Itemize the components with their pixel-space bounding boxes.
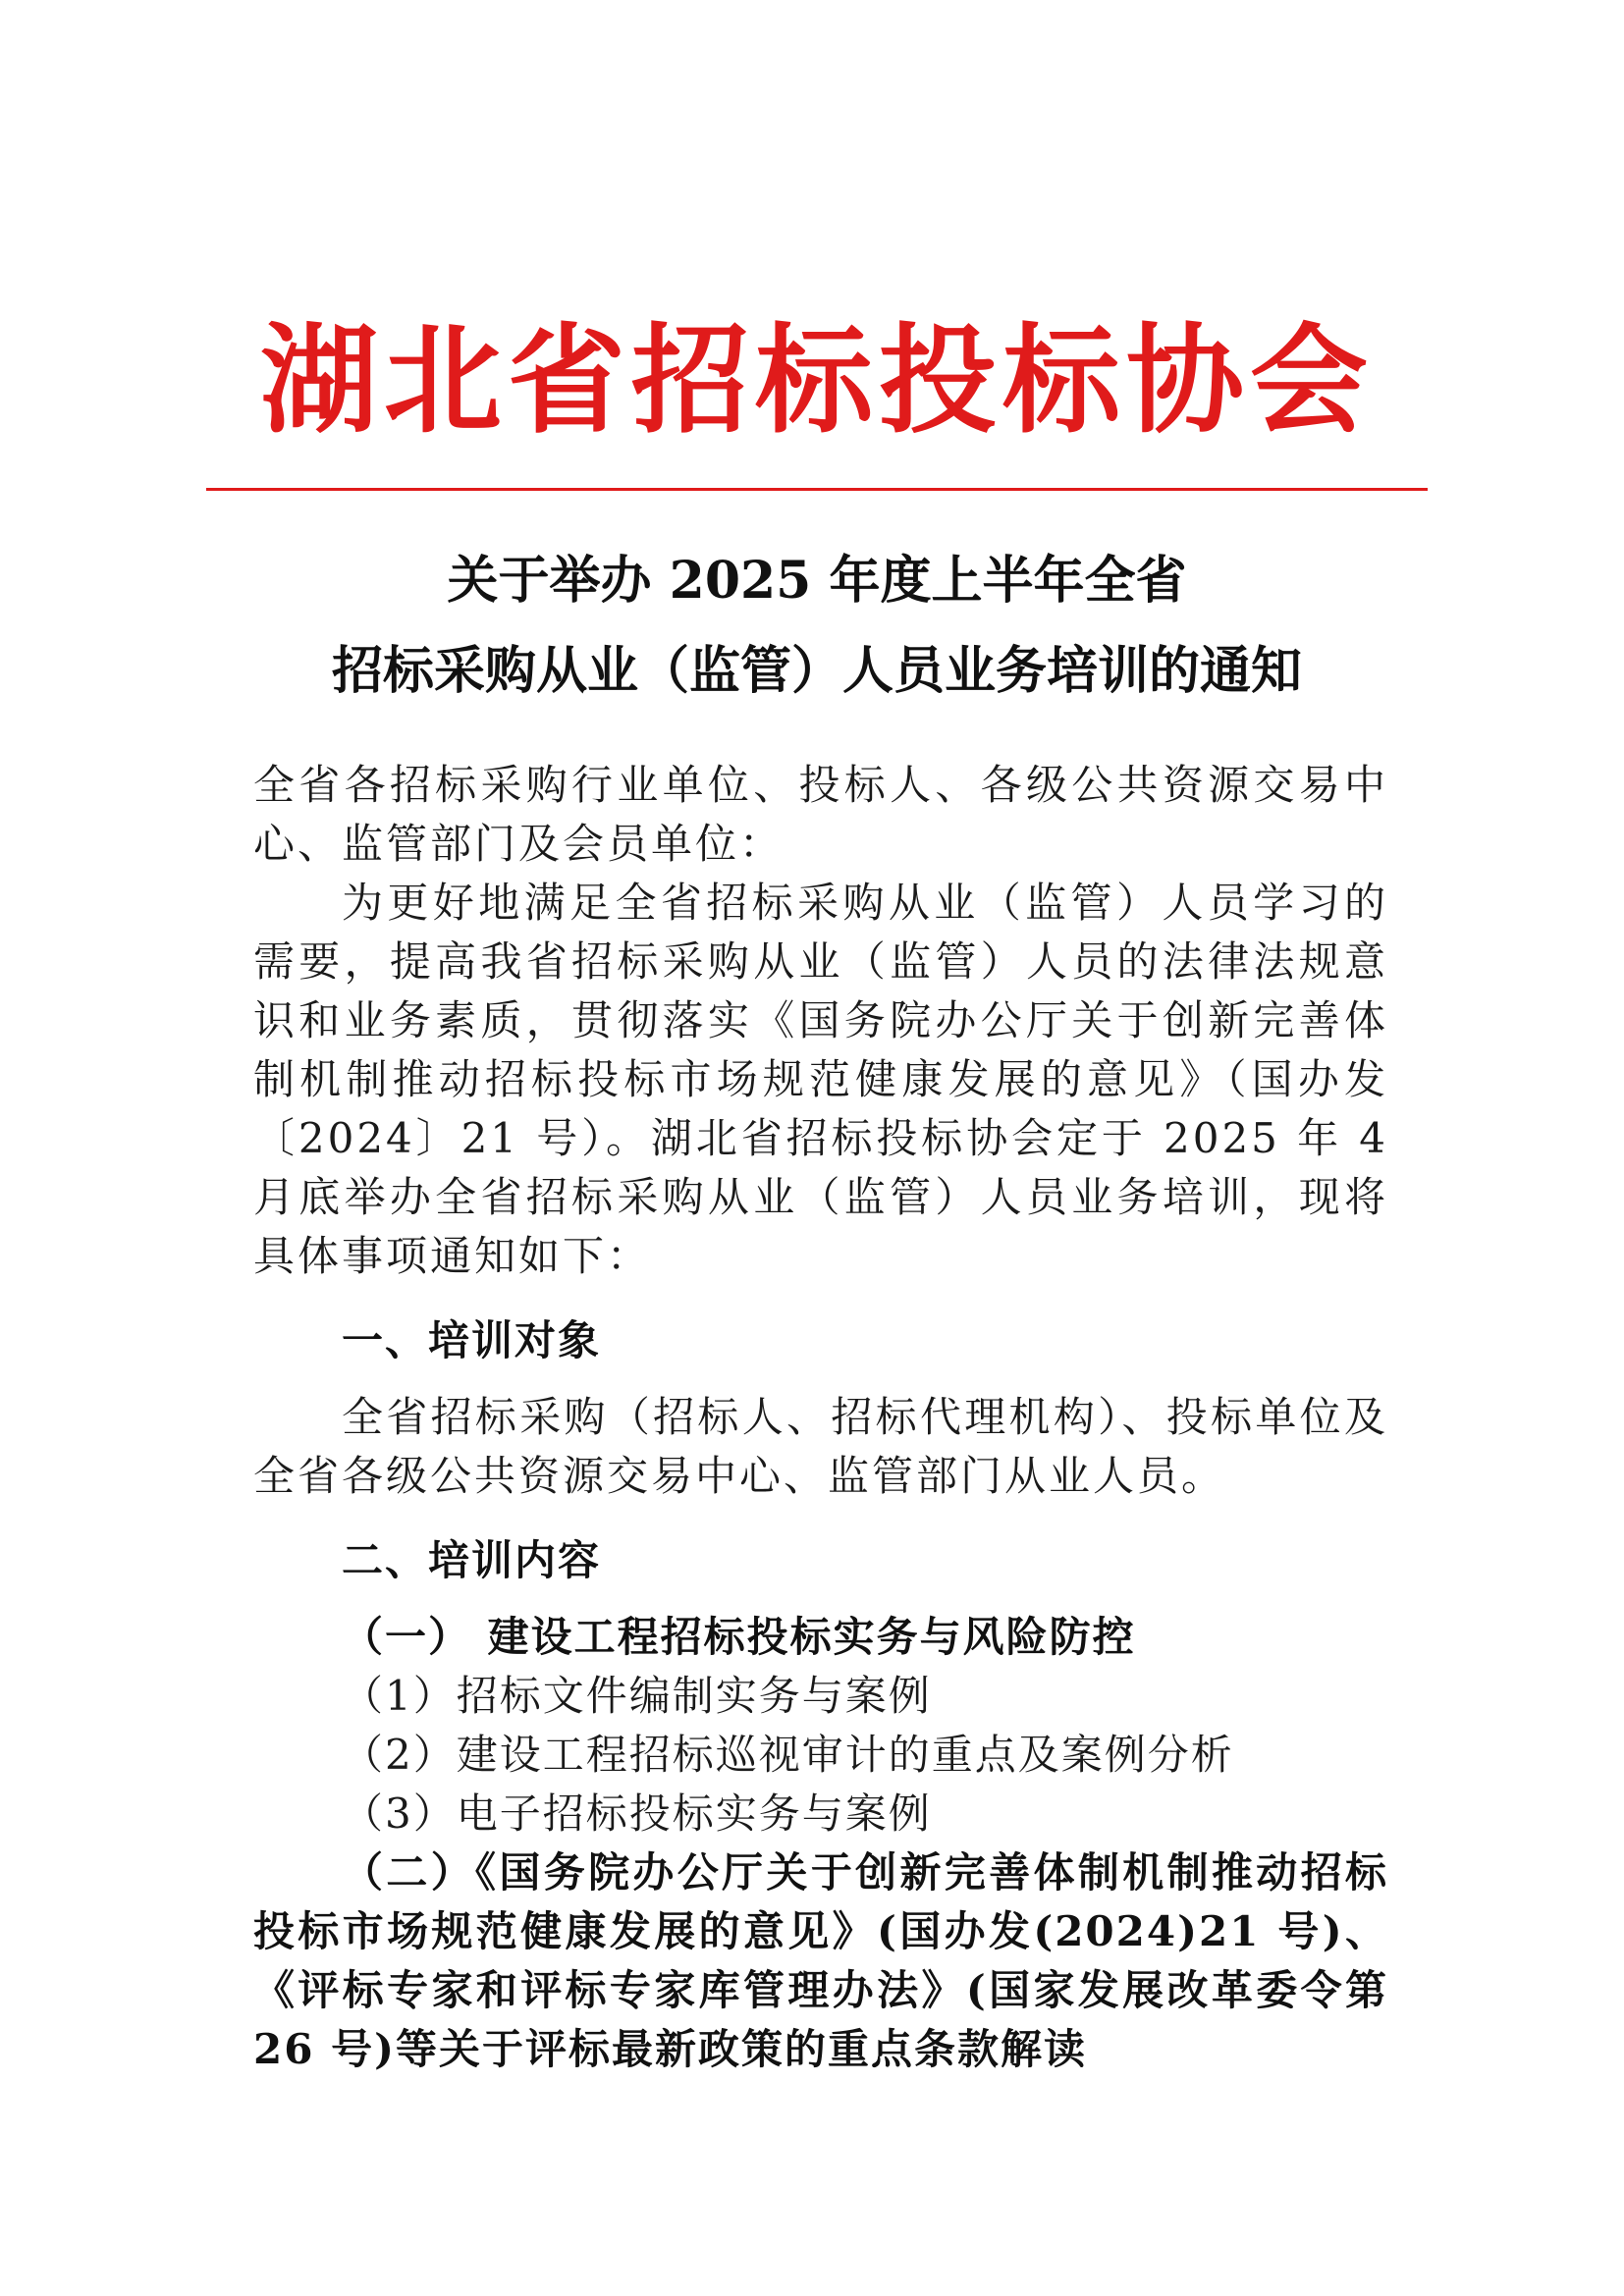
subsection-heading-policy-interpretation: （二）《国务院办公厅关于创新完善体制机制推动招标投标市场规范健康发展的意见》(国办发(2024)21 号)、《评标专家和评标专家库管理办法》(国家发展改革委令第 26 号)等关于评标最新政策的重点条款解读 — [253, 1848, 1388, 2073]
notice-title-line-1: 关于举办 2025 年度上半年全省 — [447, 551, 1187, 611]
masthead-divider — [206, 488, 1428, 491]
notice-title-line-2: 招标采购从业（监管）人员业务培训的通知 — [331, 641, 1302, 701]
intro-paragraph: 为更好地满足全省招标采购从业（监管）人员学习的需要，提高我省招标采购从业（监管）人员的法律法规意识和业务素质，贯彻落实《国务院办公厅关于创新完善体制机制推动招标投标市场规范健康发展的意见》（国办发〔2024〕21 号）。湖北省招标投标协会定于 2025 年 4 月底举办全省招标采购从业（监管）人员业务培训，现将具体事项通知如下： — [253, 879, 1388, 1280]
salutation: 全省各招标采购行业单位、投标人、各级公共资源交易中心、监管部门及会员单位： — [253, 761, 1388, 868]
list-item: （1）招标文件编制实务与案例 — [342, 1672, 932, 1720]
list-item: （2）建设工程招标巡视审计的重点及案例分析 — [342, 1731, 1234, 1779]
section-heading-training-targets: 一、培训对象 — [342, 1316, 602, 1364]
section-body-training-targets: 全省招标采购（招标人、招标代理机构）、投标单位及全省各级公共资源交易中心、监管部门从业人员。 — [253, 1393, 1388, 1500]
notice-body — [253, 756, 1388, 2079]
section-heading-training-content: 二、培训内容 — [342, 1536, 602, 1584]
list-item: （3）电子招标投标实务与案例 — [342, 1789, 932, 1838]
organization-masthead: 湖北省招标投标协会 — [260, 311, 1374, 450]
subsection-heading-construction-bidding: （一） 建设工程招标投标实务与风险防控 — [342, 1613, 1136, 1661]
